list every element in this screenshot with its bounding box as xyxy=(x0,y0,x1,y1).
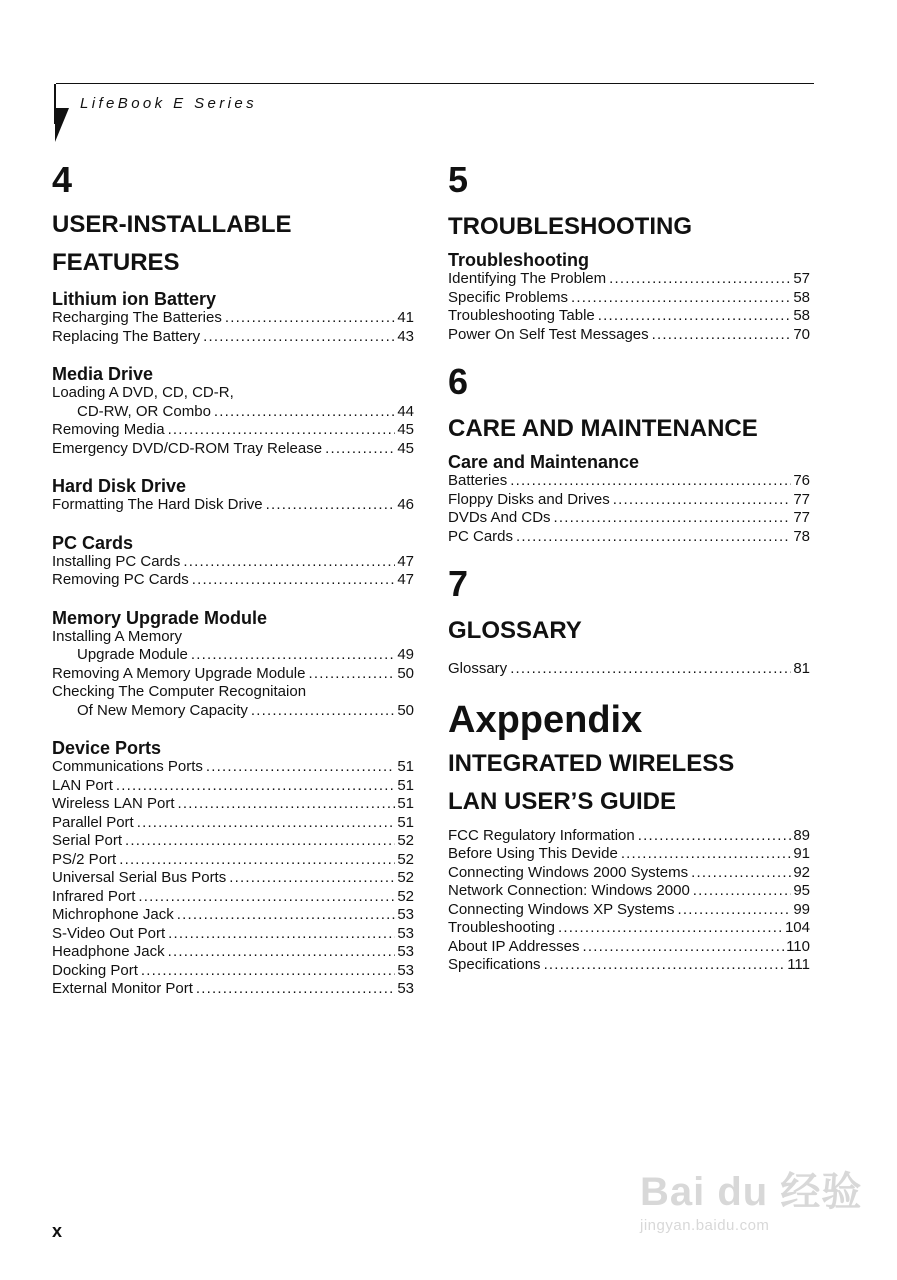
toc-entry[interactable]: PS/2 Port ..... 52 xyxy=(52,851,414,870)
chapter-4-title-line2: FEATURES xyxy=(52,249,180,276)
toc-entry[interactable]: Identifying The Problem ..... 57 xyxy=(448,270,810,289)
toc-entry[interactable]: Emergency DVD/CD-ROM Tray Release ..... 45 xyxy=(52,440,414,459)
running-header: LifeBook E Series xyxy=(80,95,258,112)
section-title: Device Ports xyxy=(52,738,162,758)
toc-entry-line: Installing A Memory xyxy=(52,627,183,645)
toc-entry[interactable]: Serial Port ..... 52 xyxy=(52,832,414,851)
section-glossary xyxy=(448,660,810,679)
toc-entry[interactable]: Universal Serial Bus Ports ..... 52 xyxy=(52,869,414,888)
toc-entry-line: Checking The Computer Recognitaion xyxy=(52,683,307,700)
watermark-logo xyxy=(640,1160,862,1234)
section-device-ports xyxy=(52,738,414,999)
toc-entry[interactable]: Infrared Port ..... 52 xyxy=(52,888,414,907)
header-rule xyxy=(56,83,814,84)
toc-entry[interactable]: Recharging The Batteries ..... 41 xyxy=(52,309,414,328)
toc-entry[interactable]: Power On Self Test Messages ..... 70 xyxy=(448,326,810,345)
page-number: x xyxy=(52,1221,63,1241)
section-appendix xyxy=(448,827,810,975)
section-memory xyxy=(52,608,414,721)
toc-entry[interactable]: Replacing The Battery ..... 43 xyxy=(52,328,414,347)
toc-entry[interactable]: Troubleshooting Table ..... 58 xyxy=(448,307,810,326)
toc-entry[interactable]: Wireless LAN Port ..... 51 xyxy=(52,795,414,814)
toc-entry[interactable]: Removing A Memory Upgrade Module ..... 50 xyxy=(52,665,414,684)
toc-entry[interactable]: Docking Port ..... 53 xyxy=(52,962,414,981)
toc-entry[interactable]: S-Video Out Port ..... 53 xyxy=(52,925,414,944)
watermark-brand: Bai du 经验 xyxy=(640,1170,863,1214)
section-title: Troubleshooting xyxy=(448,250,589,270)
section-title: Memory Upgrade Module xyxy=(52,607,268,628)
chapter-4-number: 4 xyxy=(52,159,73,200)
toc-entry-line: Loading A DVD, CD, CD-R, xyxy=(52,384,234,401)
toc-entry[interactable]: Of New Memory Capacity ..... 50 xyxy=(52,702,414,721)
chapter-4-title: USER-INSTALLABLE xyxy=(52,211,292,238)
toc-entry[interactable]: Network Connection: Windows 2000 ..... 95 xyxy=(448,882,810,901)
toc-entry[interactable]: Removing PC Cards ..... 47 xyxy=(52,571,414,590)
appendix-title-line2: LAN USER’S GUIDE xyxy=(448,787,677,815)
appendix-label: Axppendix xyxy=(448,698,643,741)
toc-entry[interactable]: Installing PC Cards ..... 47 xyxy=(52,553,414,572)
section-hard-disk xyxy=(52,476,414,515)
section-care xyxy=(448,452,810,546)
section-title: Care and Maintenance xyxy=(448,452,640,472)
section-media-drive xyxy=(52,364,414,458)
chapter-6-title: CARE AND MAINTENANCE xyxy=(448,415,758,442)
toc-entry[interactable]: Headphone Jack ..... 53 xyxy=(52,943,414,962)
toc-entry[interactable]: Glossary ..... 81 xyxy=(448,660,810,679)
chapter-5-title: TROUBLESHOOTING xyxy=(448,213,692,240)
chapter-5-number: 5 xyxy=(448,159,469,200)
toc-entry[interactable]: FCC Regulatory Information ..... 89 xyxy=(448,827,810,846)
appendix-title: INTEGRATED WIRELESS xyxy=(448,749,735,777)
toc-entry[interactable]: Connecting Windows 2000 Systems ..... 92 xyxy=(448,864,810,883)
chapter-7-number: 7 xyxy=(448,563,469,604)
toc-entry[interactable]: Parallel Port ..... 51 xyxy=(52,814,414,833)
section-title: PC Cards xyxy=(52,532,134,553)
toc-entry[interactable]: PC Cards ..... 78 xyxy=(448,528,810,547)
section-title: Media Drive xyxy=(52,364,154,384)
toc-entry[interactable]: Connecting Windows XP Systems ..... 99 xyxy=(448,901,810,920)
toc-right-column xyxy=(448,160,810,975)
toc-entry[interactable]: Troubleshooting ..... 104 xyxy=(448,919,810,938)
toc-entry[interactable]: Batteries ..... 76 xyxy=(448,472,810,491)
section-troubleshooting xyxy=(448,250,810,344)
header-corner-mark xyxy=(55,108,69,142)
toc-entry[interactable]: CD-RW, OR Combo ..... 44 xyxy=(52,403,414,422)
section-title: Hard Disk Drive xyxy=(52,476,187,496)
chapter-7-title: GLOSSARY xyxy=(448,617,582,644)
toc-entry[interactable]: Upgrade Module ..... 49 xyxy=(52,646,414,665)
section-lithium xyxy=(52,289,414,346)
toc-entry[interactable]: Before Using This Devide ..... 91 xyxy=(448,845,810,864)
section-title: Lithium ion Battery xyxy=(52,289,217,309)
toc-entry[interactable]: Formatting The Hard Disk Drive ..... 46 xyxy=(52,496,414,515)
toc-entry[interactable]: LAN Port ..... 51 xyxy=(52,777,414,796)
chapter-6-number: 6 xyxy=(448,361,469,402)
section-pc-cards xyxy=(52,533,414,590)
toc-entry[interactable]: DVDs And CDs ..... 77 xyxy=(448,509,810,528)
watermark-url: jingyan.baidu.com xyxy=(640,1217,770,1234)
toc-left-column xyxy=(52,160,414,999)
toc-entry[interactable]: Communications Ports ..... 51 xyxy=(52,758,414,777)
toc-entry[interactable]: External Monitor Port ..... 53 xyxy=(52,980,414,999)
toc-entry[interactable]: About IP Addresses ..... 110 xyxy=(448,938,810,957)
toc-entry[interactable]: Removing Media ..... 45 xyxy=(52,421,414,440)
toc-entry[interactable]: Specific Problems ..... 58 xyxy=(448,289,810,308)
toc-entry[interactable]: Floppy Disks and Drives ..... 77 xyxy=(448,491,810,510)
toc-entry[interactable]: Specifications ..... 111 xyxy=(448,956,810,975)
toc-entry[interactable]: Michrophone Jack ..... 53 xyxy=(52,906,414,925)
